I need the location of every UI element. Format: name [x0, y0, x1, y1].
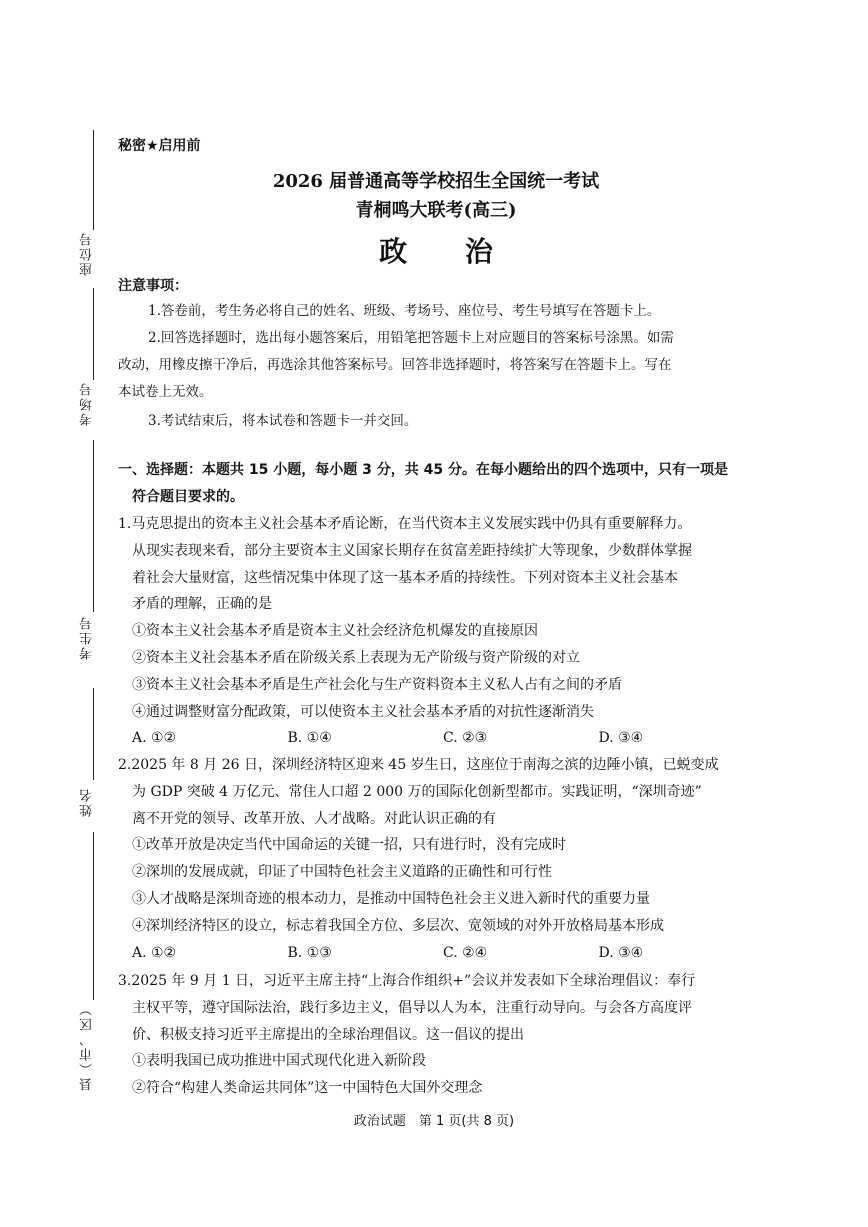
statement-option: ③资本主义社会基本矛盾是生产社会化与生产资料资本主义私人占有之间的矛盾	[132, 676, 622, 693]
notice-item: 3.考试结束后，将本试卷和答题卡一并交回。	[148, 413, 418, 429]
question-stem: 主权平等，遵守国际法治，践行多边主义，倡导以人为本，注重行动导向。与会各方高度评	[132, 999, 692, 1016]
question-stem: 矛盾的理解，正确的是	[132, 596, 272, 613]
exam-subtitle: 青桐鸣大联考(高三)	[355, 200, 517, 221]
statement-option: ②资本主义社会基本矛盾在阶级关系上表现为无产阶级与资产阶级的对立	[132, 649, 580, 666]
question-stem: 价、积极支持习近平主席提出的全球治理倡议。这一倡议的提出	[132, 1026, 524, 1043]
statement-option: ②符合“构建人类命运共同体”这一中国特色大国外交理念	[132, 1080, 483, 1097]
question-stem: 2.2025 年 8 月 26 日，深圳经济特区迎来 45 岁生日，这座位于南海之滨的边陲小镇，已蜕变成	[118, 757, 719, 773]
exam-title: 2026 届普通高等学校招生全国统一考试	[272, 171, 600, 192]
choice-a: A. ①②	[132, 730, 177, 747]
section-line: 一、选择题：本题共 15 小题，每小题 3 分，共 45 分。在每小题给出的四个选项中，只有一项是	[118, 462, 728, 478]
section-heading	[118, 457, 754, 511]
question-stem: 从现实表现来看，部分主要资本主义国家长期存在贫富差距持续扩大等现象，少数群体掌握	[132, 542, 692, 559]
answer-choices	[118, 725, 754, 752]
statement-option: ①表明我国已成功推进中国式现代化进入新阶段	[132, 1053, 426, 1070]
choice-c: C. ②③	[443, 730, 488, 747]
notice-item: 改动，用橡皮擦干净后，再选涂其他答案标号。回答非选择题时，将答案写在答题卡上。写在	[118, 357, 672, 373]
answer-choices	[118, 940, 754, 967]
question-stem: 为 GDP 突破 4 万亿元、常住人口超 2 000 万的国际化创新型都市。实践证明，“深圳奇迹”	[132, 783, 702, 800]
choice-c: C. ②④	[443, 944, 488, 961]
notice-item: 本试卷上无效。	[118, 384, 213, 400]
notice-heading: 注意事项：	[118, 278, 188, 294]
choice-a: A. ①②	[132, 944, 177, 961]
notice-item: 1.答卷前，考生务必将自己的姓名、班级、考场号、座位号、考生号填写在答题卡上。	[148, 303, 661, 319]
question-2	[118, 752, 754, 966]
binding-margin	[0, 0, 110, 1227]
margin-line	[93, 130, 94, 230]
margin-line	[93, 688, 94, 780]
county-label: 县（市、区）	[80, 1001, 95, 1091]
statement-option: ①改革开放是决定当代中国命运的关键一招，只有进行时，没有完成时	[132, 837, 566, 854]
name-label: 姓名	[80, 787, 95, 817]
statement-option: ③人才战略是深圳奇迹的根本动力，是推动中国特色社会主义进入新时代的重要力量	[132, 890, 650, 907]
statement-option: ①资本主义社会基本矛盾是资本主义社会经济危机爆发的直接原因	[132, 623, 538, 640]
margin-line	[93, 832, 94, 1000]
question-1	[118, 511, 754, 752]
choice-d: D. ③④	[598, 730, 644, 747]
question-stem: 离不开党的领导、改革开放、人才战略。对此认识正确的有	[132, 810, 496, 827]
seat-label: 座位号	[80, 231, 95, 277]
question-stem: 着社会大量财富，这些情况集中体现了这一基本矛盾的持续性。下列对资本主义社会基本	[132, 569, 678, 586]
secret-mark: 秘密★启用前	[118, 138, 201, 154]
examinee-label: 考生号	[80, 615, 95, 661]
margin-line	[93, 288, 94, 380]
statement-option: ④深圳经济特区的设立，标志着我国全方位、多层次、宽领域的对外开放格局基本形成	[132, 917, 664, 934]
question-stem: 1.马克思提出的资本主义社会基本矛盾论断，在当代资本主义发展实践中仍具有重要解释力。	[118, 516, 692, 532]
room-label: 考场号	[80, 381, 95, 427]
question-3	[118, 968, 754, 1102]
subject-title: 政 治	[379, 235, 517, 268]
margin-line	[93, 440, 94, 612]
notice-item: 2.回答选择题时，选出每小题答案后，用铅笔把答题卡上对应题目的答案标号涂黑。如需	[148, 330, 674, 346]
choice-d: D. ③④	[598, 944, 644, 961]
section-line: 符合题目要求的。	[132, 489, 244, 505]
page-footer: 政治试题 第 1 页(共 8 页)	[353, 1114, 515, 1129]
choice-b: B. ①④	[287, 730, 332, 747]
question-stem: 3.2025 年 9 月 1 日，习近平主席主持“上海合作组织+”会议并发表如下全球治理倡议：奉行	[118, 973, 696, 989]
statement-option: ④通过调整财富分配政策，可以使资本主义社会基本矛盾的对抗性逐渐消失	[132, 703, 594, 720]
statement-option: ②深圳的发展成就，印证了中国特色社会主义道路的正确性和可行性	[132, 864, 552, 881]
choice-b: B. ①③	[287, 944, 332, 961]
